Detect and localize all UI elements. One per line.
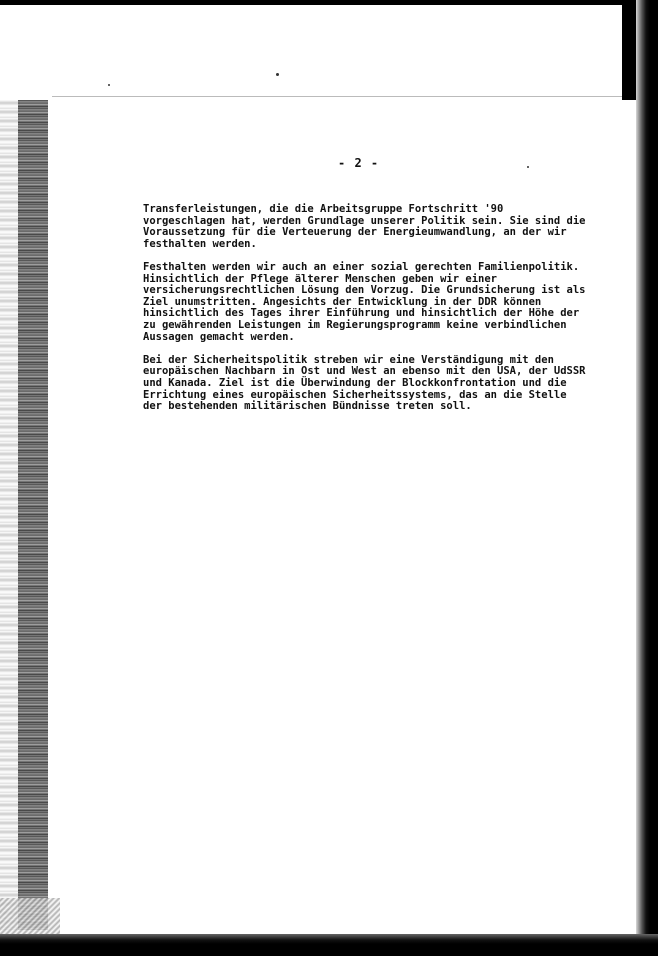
text-line: Aussagen gemacht werden. <box>143 330 295 343</box>
page-number: - 2 - <box>338 156 380 170</box>
scan-border-top <box>0 0 658 5</box>
paragraph-transfer <box>143 203 586 250</box>
scan-speck <box>108 84 110 86</box>
text-line: zu gewährenden Leistungen im Regierungsprogramm keine verbindlichen <box>143 318 567 331</box>
scan-speck <box>527 166 529 168</box>
text-line: europäischen Nachbarn in Ost und West an ebenso mit den USA, der UdSSR <box>143 365 586 378</box>
scan-speck <box>276 73 279 76</box>
text-line: Hinsichtlich der Pflege älterer Menschen geben wir einer <box>143 272 498 285</box>
document-body <box>143 203 586 424</box>
scan-border-right-top <box>622 0 636 100</box>
paragraph-security-policy <box>143 353 586 413</box>
text-line: hinsichtlich des Tages ihrer Einführung und hinsichtlich der Höhe der <box>143 307 580 320</box>
text-line: der bestehenden militärischen Bündnisse treten soll. <box>143 400 472 413</box>
scan-border-right <box>636 0 658 956</box>
text-line: Bei der Sicherheitspolitik streben wir eine Verständigung mit den <box>143 353 554 366</box>
text-line: Transferleistungen, die die Arbeitsgruppe Fortschritt '90 <box>143 203 504 215</box>
text-line: Voraussetzung für die Verteuerung der Energieumwandlung, an der wir <box>143 226 567 239</box>
scan-binding-shadow <box>0 100 20 930</box>
text-line: Errichtung eines europäischen Sicherheitssystems, das an die Stelle <box>143 388 567 401</box>
scan-border-bottom <box>0 934 658 956</box>
text-line: festhalten werden. <box>143 237 257 250</box>
scan-binding-edge <box>18 100 48 930</box>
text-line: Festhalten werden wir auch an einer sozial gerechten Familienpolitik. <box>143 260 580 273</box>
paragraph-family-policy <box>143 260 586 343</box>
text-line: Ziel unumstritten. Angesichts der Entwicklung in der DDR können <box>143 295 542 308</box>
text-line: versicherungsrechtlichen Lösung den Vorzug. Die Grundsicherung ist als <box>143 284 586 297</box>
scan-noise-bottom-left <box>0 898 60 938</box>
text-line: und Kanada. Ziel ist die Überwindung der Blockkonfrontation und die <box>143 376 567 389</box>
text-line: vorgeschlagen hat, werden Grundlage unserer Politik sein. Sie sind die <box>143 214 586 227</box>
